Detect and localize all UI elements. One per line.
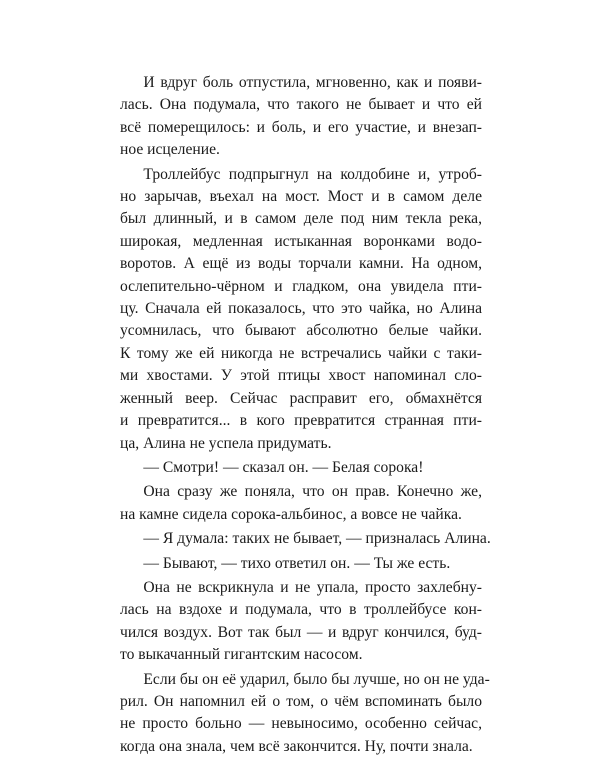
text-line: Троллейбус подпрыгнул на колдобине и, утроб-	[143, 165, 482, 183]
text-line: ное исцеление.	[120, 141, 220, 159]
paragraph	[120, 553, 482, 575]
text-line: то выкачанный гигантским насосом.	[120, 646, 363, 664]
text-line: цу. Сначала ей показалось, что это чайка, но Алина	[120, 300, 482, 318]
text-line: — Я думала: таких не бывает, — призналась Алина.	[143, 530, 491, 548]
text-line: ослепительно-чёрном и гладком, она увидела пти-	[120, 277, 482, 295]
text-line: был длинный, и в самом деле под ним текла река,	[120, 210, 482, 228]
text-line: но зарычав, въехал на мост. Мост и в самом деле	[120, 188, 482, 206]
text-line: не просто больно — невыносимо, особенно сейчас,	[120, 715, 482, 733]
paragraph	[120, 481, 482, 526]
text-line: лась. Она подумала, что такого не бывает и что ей	[120, 96, 482, 114]
paragraph	[120, 72, 482, 162]
text-line: — Смотри! — сказал он. — Белая сорока!	[143, 458, 424, 476]
paragraph	[120, 528, 491, 550]
paragraph	[120, 577, 482, 667]
paragraph	[120, 669, 490, 758]
text-line: — Бывают, — тихо ответил он. — Ты же есть.	[143, 554, 451, 572]
text-line: усомнилась, что бывают абсолютно белые чайки.	[120, 322, 482, 340]
paragraph	[120, 164, 482, 455]
text-line: лась на вздохе и подумала, что в троллейбусе кон-	[120, 601, 482, 619]
paragraph	[120, 457, 482, 479]
text-line: Она сразу же поняла, что он прав. Конечно же,	[143, 483, 482, 501]
text-line: и превратится... в кого превратится странная пти-	[120, 412, 482, 430]
text-line: женный веер. Сейчас расправит его, обмахнётся	[120, 389, 482, 407]
text-line: чился воздух. Вот так был — и вдруг кончился, буд-	[120, 623, 482, 641]
text-line: воротов. А ещё из воды торчали камни. На одном,	[120, 255, 482, 273]
text-line: И вдруг боль отпустила, мгновенно, как и появи-	[143, 74, 482, 91]
text-line: Она не вскрикнула и не упала, просто захлебну-	[143, 578, 482, 596]
text-line: рил. Он напомнил ей о том, о чём вспоминать было	[120, 692, 482, 710]
text-line: широкая, медленная истыканная воронками водо-	[120, 232, 482, 250]
book-page-text	[120, 72, 491, 758]
text-line: К тому же ей никогда не встречались чайки с таки-	[120, 344, 482, 362]
text-line: ми хвостами. У этой птицы хвост напоминал сло-	[120, 367, 482, 385]
text-line: всё померещилось: и боль, и его участие, и внезап-	[120, 118, 482, 136]
text-line: на камне сидела сорока-альбинос, а вовсе не чайка.	[120, 505, 462, 523]
text-line: Если бы он её ударил, было бы лучше, но он не уда-	[143, 670, 490, 688]
text-line: ца, Алина не успела придумать.	[120, 434, 332, 452]
text-line: когда она знала, чем всё закончится. Ну, почти знала.	[120, 737, 473, 755]
